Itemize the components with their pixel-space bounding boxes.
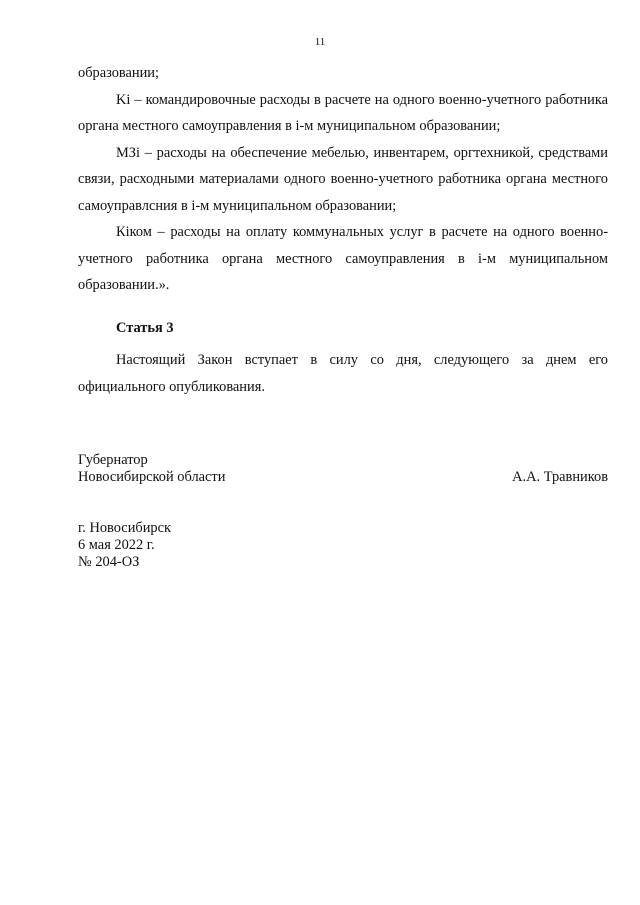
signer-name: А.А. Травников bbox=[512, 469, 608, 485]
date: 6 мая 2022 г. bbox=[78, 537, 155, 553]
page-number: 11 bbox=[314, 36, 326, 48]
signature-block bbox=[78, 452, 608, 486]
signer-region: Новосибирской области bbox=[78, 469, 226, 485]
paragraph-continuation: образовании; bbox=[78, 65, 159, 81]
law-number: № 204-ОЗ bbox=[78, 554, 140, 570]
paragraph-kikom: Кiком – расходы на оплату коммунальных услуг в расчете на одного военно-учетного работника органа местного самоуправления в i-м муниципальном образовании.». bbox=[78, 224, 608, 293]
place-date-block bbox=[78, 520, 171, 571]
article-heading: Статья 3 bbox=[116, 320, 174, 336]
paragraph-ki: Ki – командировочные расходы в расчете на одного военно-учетного работника органа местного самоуправления в i-м муниципальном образовании; bbox=[78, 91, 608, 134]
document-body bbox=[78, 60, 608, 299]
city: г. Новосибирск bbox=[78, 520, 171, 536]
signer-position: Губернатор bbox=[78, 452, 148, 468]
paragraph-mzi: МЗi – расходы на обеспечение мебелью, инвентарем, оргтехникой, средствами связи, расходными материалами одного военно-учетного работника органа местного самоуправлсния в i-м муниципальном образовании; bbox=[78, 144, 608, 214]
article-text: Настоящий Закон вступает в силу со дня, следующего за днем его официального опубликования. bbox=[78, 352, 608, 395]
